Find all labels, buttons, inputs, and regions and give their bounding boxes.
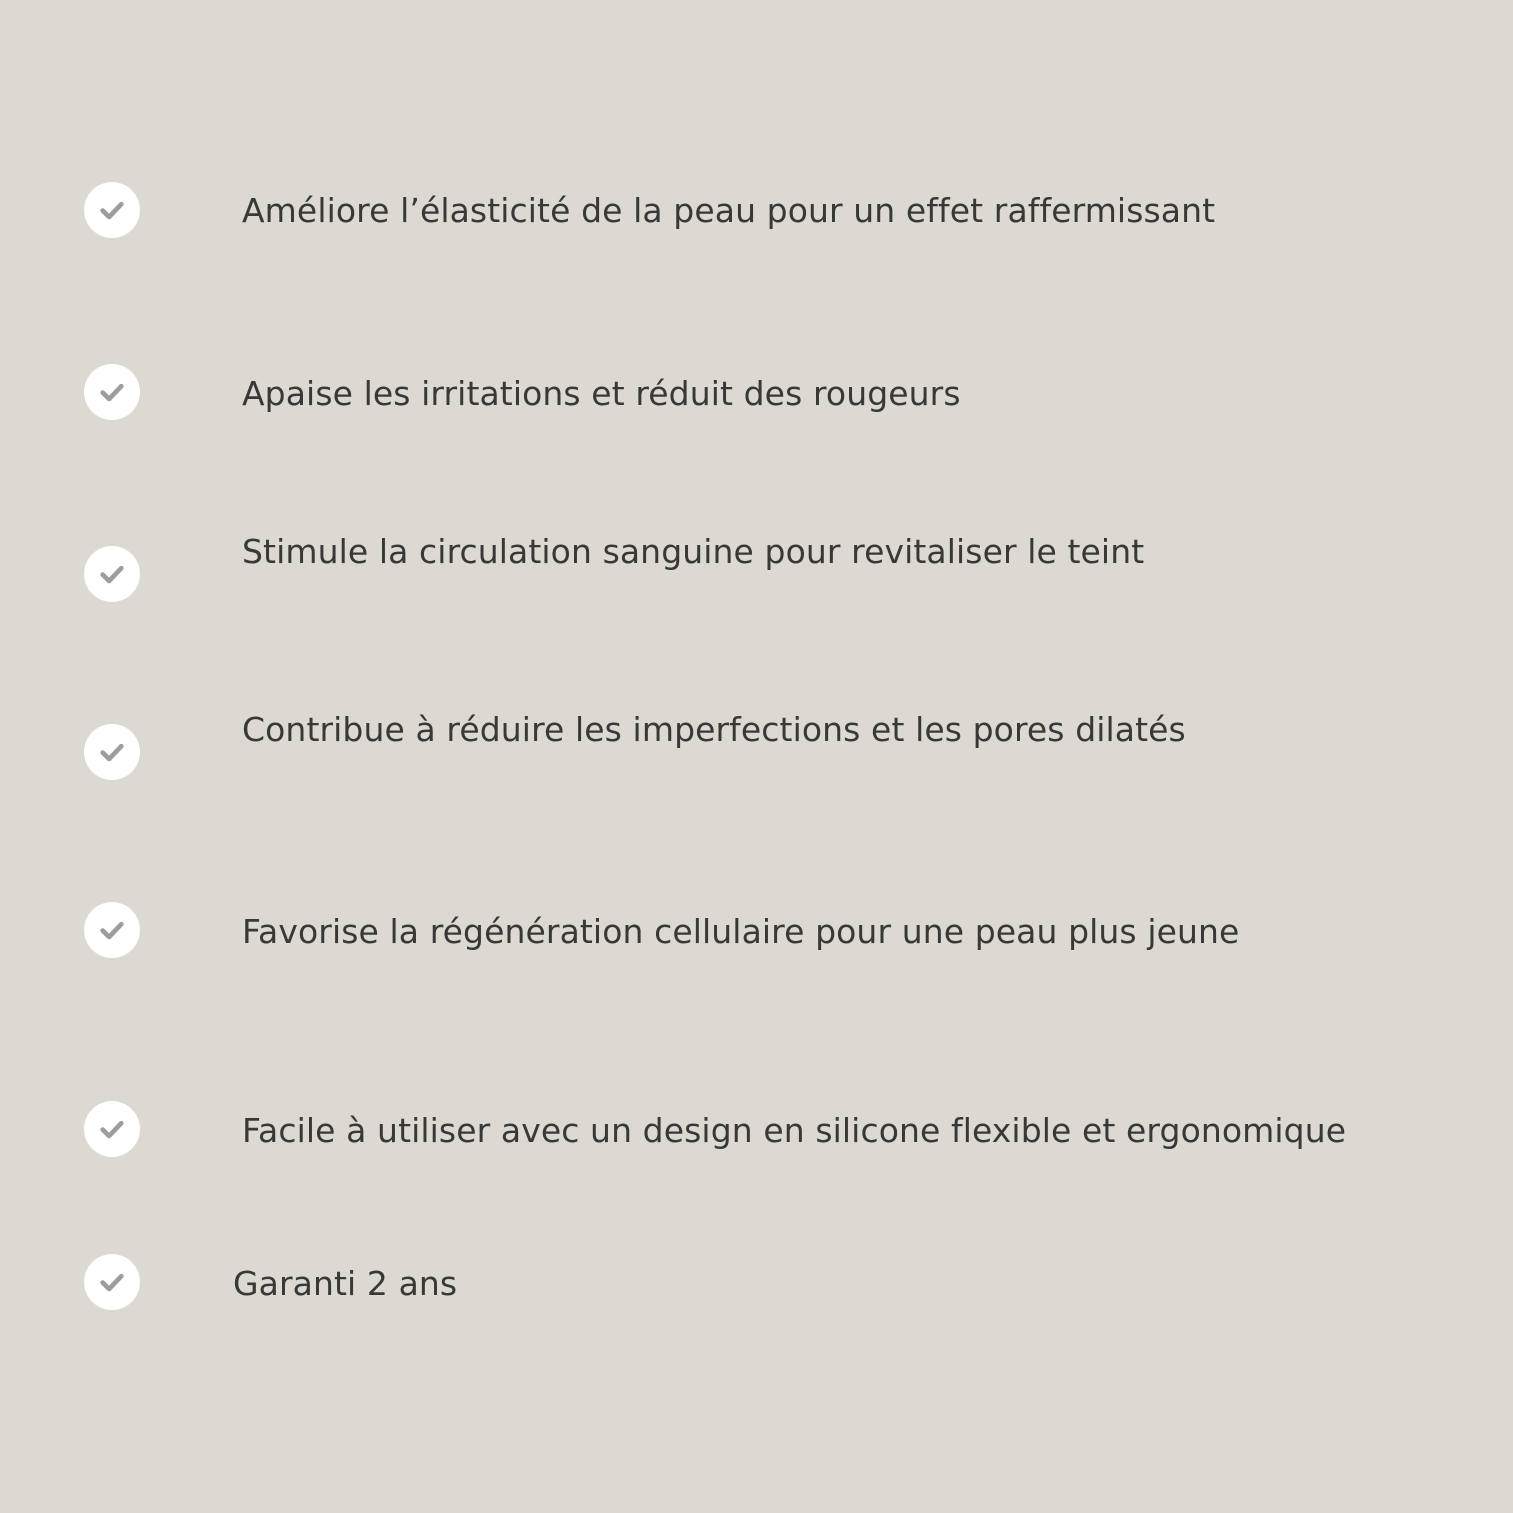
check-icon <box>98 1268 126 1296</box>
check-icon <box>98 560 126 588</box>
feature-label: Favorise la régénération cellulaire pour une peau plus jeune <box>242 912 1240 951</box>
check-badge <box>84 902 140 958</box>
check-icon <box>98 378 126 406</box>
feature-label: Améliore l’élasticité de la peau pour un effet raffermissant <box>242 191 1216 230</box>
check-badge <box>84 1101 140 1157</box>
check-badge <box>84 1254 140 1310</box>
check-badge <box>84 724 140 780</box>
check-icon <box>98 738 126 766</box>
check-icon <box>98 916 126 944</box>
feature-label: Garanti 2 ans <box>233 1264 458 1303</box>
feature-label: Contribue à réduire les imperfections et les pores dilatés <box>242 710 1186 749</box>
check-badge <box>84 182 140 238</box>
check-badge <box>84 546 140 602</box>
feature-label: Stimule la circulation sanguine pour revitaliser le teint <box>242 532 1145 571</box>
check-badge <box>84 364 140 420</box>
check-icon <box>98 1115 126 1143</box>
feature-label: Facile à utiliser avec un design en silicone flexible et ergonomique <box>242 1111 1347 1150</box>
feature-label: Apaise les irritations et réduit des rougeurs <box>242 374 961 413</box>
check-icon <box>98 196 126 224</box>
